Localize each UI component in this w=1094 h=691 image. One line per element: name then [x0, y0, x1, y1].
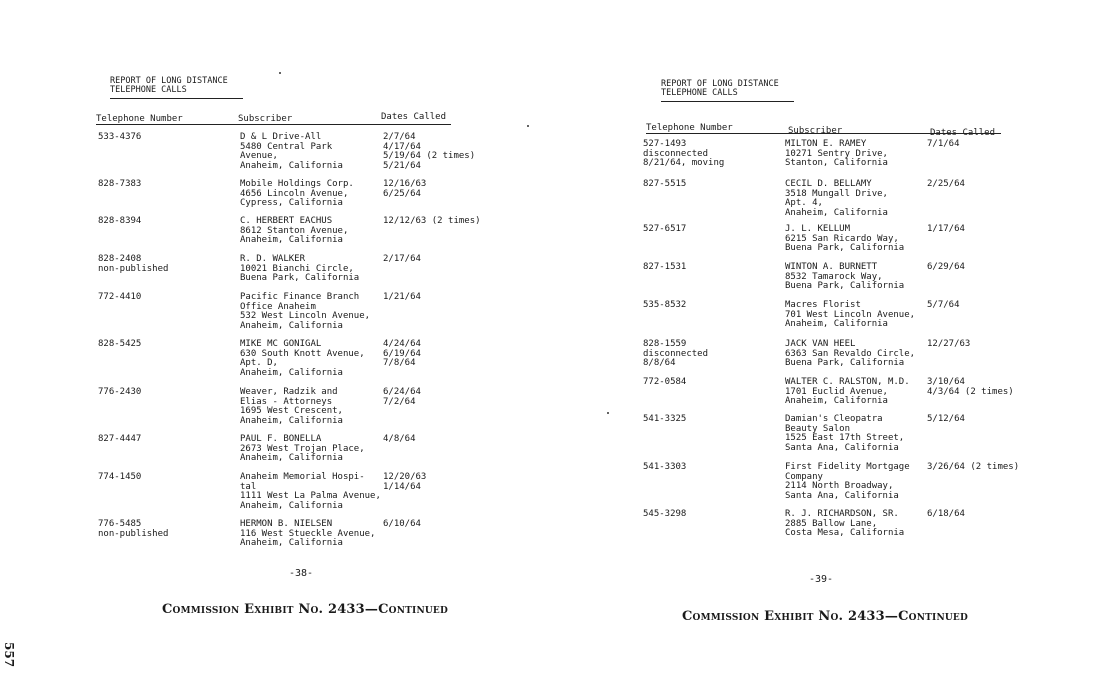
- speck: [607, 412, 609, 414]
- subscriber-line: Mobile Holdings Corp.: [240, 179, 354, 189]
- report-title-line: TELEPHONE CALLS: [661, 88, 738, 98]
- dates-called-line: 5/19/64 (2 times): [383, 151, 476, 162]
- telephone-number: [643, 463, 686, 473]
- subscriber: [240, 340, 365, 378]
- telephone-number-line: 774-1450: [98, 472, 142, 482]
- report-title: [110, 77, 228, 95]
- telephone-number-line: 527-1493: [643, 139, 687, 149]
- subscriber-line: 630 South Knott Avenue,: [240, 348, 365, 359]
- header-telephone-number: Telephone Number: [646, 123, 733, 133]
- dates-called-line: 1/14/64: [383, 481, 421, 492]
- subscriber-line: 1695 West Crescent,: [240, 406, 343, 417]
- report-title-line: TELEPHONE CALLS: [110, 85, 187, 95]
- subscriber-line: Anaheim, California: [240, 500, 343, 511]
- subscriber-line: MIKE MC GONIGAL: [240, 339, 322, 349]
- subscriber-line: Anaheim, California: [240, 538, 343, 549]
- telephone-number-line: 8/8/64: [643, 358, 676, 369]
- subscriber: [240, 388, 343, 426]
- dates-called-line: 12/27/63: [927, 339, 971, 349]
- subscriber-line: J. L. KELLUM: [785, 224, 851, 234]
- subscriber-line: Anaheim Memorial Hospi-: [240, 472, 365, 482]
- subscriber-line: Costa Mesa, California: [785, 528, 905, 539]
- dates-called: [927, 140, 960, 150]
- telephone-number-line: 545-3298: [643, 509, 687, 519]
- subscriber-line: 3518 Mungall Drive,: [785, 188, 888, 199]
- header-dates-called: Dates Called: [930, 128, 996, 138]
- subscriber-line: 2673 West Trojan Place,: [240, 443, 365, 454]
- subscriber-line: 1701 Euclid Avenue,: [785, 386, 888, 397]
- dates-called-line: 7/8/64: [383, 358, 416, 369]
- telephone-number-line: 541-3325: [643, 414, 687, 424]
- telephone-number-line: disconnected: [643, 148, 709, 159]
- telephone-number-line: non-published: [98, 263, 169, 274]
- header-subscriber: Subscriber: [788, 126, 843, 136]
- subscriber: [240, 180, 354, 209]
- subscriber-line: 10021 Bianchi Circle,: [240, 263, 354, 274]
- subscriber: [785, 463, 910, 501]
- subscriber-line: Anaheim, California: [240, 453, 343, 464]
- subscriber-line: Apt. D,: [240, 358, 278, 369]
- subscriber-line: 1525 East 17th Street,: [785, 433, 905, 444]
- dates-called: [927, 463, 1019, 473]
- telephone-number: [98, 473, 141, 483]
- subscriber-line: 532 West Lincoln Avenue,: [240, 311, 371, 322]
- telephone-number-line: 772-0584: [643, 377, 687, 387]
- dates-called-line: 4/8/64: [383, 434, 416, 444]
- subscriber-line: Buena Park, California: [785, 281, 905, 292]
- dates-called-line: 2/25/64: [927, 179, 965, 189]
- subscriber-line: Pacific Finance Branch: [240, 292, 360, 302]
- subscriber-line: D & L Drive-All: [240, 132, 322, 142]
- telephone-number-line: 827-4447: [98, 434, 142, 444]
- dates-called: [383, 180, 426, 199]
- subscriber-line: JACK VAN HEEL: [785, 339, 856, 349]
- subscriber-line: 8612 Stanton Avenue,: [240, 225, 349, 236]
- subscriber-line: Anaheim, California: [240, 320, 343, 331]
- subscriber-line: Damian's Cleopatra: [785, 414, 883, 424]
- telephone-number: [643, 378, 686, 388]
- subscriber-line: Anaheim, California: [785, 396, 888, 407]
- subscriber-line: WALTER C. RALSTON, M.D.: [785, 377, 910, 387]
- header-rule: [96, 124, 451, 125]
- telephone-number: [98, 520, 168, 539]
- speck: [527, 125, 529, 127]
- subscriber: [240, 217, 348, 246]
- dates-called: [927, 415, 965, 425]
- page-number: -39-: [809, 574, 834, 585]
- volume-page-number: 557: [2, 642, 16, 668]
- subscriber-line: tal: [240, 481, 257, 492]
- dates-called-line: 6/24/64: [383, 387, 421, 397]
- telephone-number: [643, 340, 708, 369]
- subscriber: [240, 293, 370, 331]
- report-title-rule: [110, 98, 243, 99]
- subscriber-line: Macres Florist: [785, 300, 861, 310]
- telephone-number-line: 533-4376: [98, 132, 142, 142]
- subscriber-line: 5480 Central Park: [240, 141, 333, 152]
- dates-called: [383, 293, 421, 303]
- dates-called-line: 5/12/64: [927, 414, 965, 424]
- subscriber-line: 6363 San Revaldo Circle,: [785, 348, 916, 359]
- subscriber: [785, 415, 904, 453]
- subscriber-line: R. J. RICHARDSON, SR.: [785, 509, 899, 519]
- subscriber: [785, 340, 915, 369]
- dates-called-line: 5/21/64: [383, 160, 421, 171]
- telephone-number-line: 828-8394: [98, 216, 142, 226]
- exhibit-caption-text: Commission Exhibit No. 2433—Continued: [682, 609, 968, 624]
- telephone-number-line: 828-2408: [98, 254, 142, 264]
- dates-called: [383, 435, 416, 445]
- dates-called: [383, 255, 421, 265]
- subscriber-line: WINTON A. BURNETT: [785, 262, 878, 272]
- telephone-number: [643, 140, 724, 169]
- subscriber-line: Anaheim, California: [240, 235, 343, 246]
- subscriber-line: PAUL F. BONELLA: [240, 434, 322, 444]
- telephone-number: [643, 225, 686, 235]
- subscriber-line: Company: [785, 471, 823, 482]
- dates-called-line: 2/17/64: [383, 254, 421, 264]
- telephone-number: [98, 133, 141, 143]
- exhibit-caption: [162, 602, 448, 617]
- subscriber-line: Buena Park, California: [240, 273, 360, 284]
- subscriber-line: Buena Park, California: [785, 358, 905, 369]
- dates-called-line: 4/3/64 (2 times): [927, 386, 1014, 397]
- telephone-number-line: 828-1559: [643, 339, 687, 349]
- telephone-number-line: 527-6517: [643, 224, 687, 234]
- subscriber: [240, 520, 375, 549]
- telephone-number-line: non-published: [98, 528, 169, 539]
- dates-called-line: 7/2/64: [383, 396, 416, 407]
- header-telephone-number: Telephone Number: [96, 114, 183, 124]
- subscriber-line: Santa Ana, California: [785, 490, 899, 501]
- dates-called: [927, 263, 965, 273]
- dates-called-line: 12/20/63: [383, 472, 427, 482]
- subscriber-line: Stanton, California: [785, 158, 888, 169]
- subscriber-line: Cypress, California: [240, 198, 343, 209]
- dates-called-line: 6/10/64: [383, 519, 421, 529]
- report-title: [661, 80, 779, 98]
- subscriber: [240, 473, 381, 511]
- telephone-number: [98, 435, 141, 445]
- subscriber-line: Elias - Attorneys: [240, 396, 333, 407]
- dates-called: [383, 388, 421, 407]
- subscriber-line: Beauty Salon: [785, 423, 851, 434]
- subscriber: [240, 255, 359, 284]
- subscriber: [785, 225, 904, 254]
- report-title-line: REPORT OF LONG DISTANCE: [661, 79, 779, 89]
- dates-called: [383, 133, 475, 171]
- subscriber-line: Anaheim, California: [785, 319, 888, 330]
- subscriber-line: CECIL D. BELLAMY: [785, 179, 872, 189]
- subscriber-line: HERMON B. NIELSEN: [240, 519, 333, 529]
- subscriber-line: Anaheim, California: [785, 207, 888, 218]
- subscriber-line: C. HERBERT EACHUS: [240, 216, 333, 226]
- dates-called-line: 5/7/64: [927, 300, 960, 310]
- header-dates-called: Dates Called: [381, 112, 447, 122]
- subscriber-line: 4656 Lincoln Avenue,: [240, 188, 349, 199]
- dates-called-line: 12/16/63: [383, 179, 427, 189]
- subscriber-line: Apt. 4,: [785, 198, 823, 209]
- telephone-number-line: disconnected: [643, 348, 709, 359]
- dates-called-line: 1/17/64: [927, 224, 965, 234]
- telephone-number-line: 535-8532: [643, 300, 687, 310]
- subscriber: [240, 133, 343, 171]
- dates-called-line: 1/21/64: [383, 292, 421, 302]
- dates-called: [383, 340, 421, 369]
- page-number: -38-: [289, 568, 314, 579]
- telephone-number: [98, 217, 141, 227]
- dates-called: [927, 225, 965, 235]
- telephone-number-line: 772-4410: [98, 292, 142, 302]
- exhibit-caption-text: Commission Exhibit No. 2433—Continued: [162, 602, 448, 617]
- dates-called-line: 6/25/64: [383, 188, 421, 199]
- subscriber-line: Weaver, Radzik and: [240, 387, 338, 397]
- dates-called: [383, 520, 421, 530]
- header-subscriber: Subscriber: [238, 114, 293, 124]
- subscriber: [785, 263, 904, 292]
- subscriber-line: Santa Ana, California: [785, 442, 899, 453]
- report-title-rule: [661, 101, 794, 102]
- subscriber-line: Avenue,: [240, 151, 278, 162]
- dates-called: [927, 180, 965, 190]
- subscriber: [785, 378, 910, 407]
- header-rule: [646, 133, 1001, 134]
- subscriber: [785, 180, 888, 218]
- exhibit-caption: [682, 609, 968, 624]
- telephone-number: [98, 340, 141, 350]
- telephone-number: [643, 301, 686, 311]
- subscriber: [785, 510, 904, 539]
- telephone-number-line: 828-5425: [98, 339, 142, 349]
- telephone-number-line: 8/21/64, moving: [643, 158, 725, 169]
- telephone-number: [643, 180, 686, 190]
- subscriber: [785, 140, 888, 169]
- dates-called-line: 2/7/64: [383, 132, 416, 142]
- telephone-number: [98, 293, 141, 303]
- subscriber-line: Buena Park, California: [785, 243, 905, 254]
- subscriber-line: Anaheim, California: [240, 415, 343, 426]
- dates-called-line: 4/17/64: [383, 141, 421, 152]
- telephone-number: [98, 180, 141, 190]
- dates-called-line: 7/1/64: [927, 139, 960, 149]
- telephone-number-line: 776-2430: [98, 387, 142, 397]
- telephone-number-line: 827-1531: [643, 262, 687, 272]
- telephone-number-line: 776-5485: [98, 519, 142, 529]
- dates-called: [383, 217, 481, 227]
- dates-called: [383, 473, 426, 492]
- subscriber-line: MILTON E. RAMEY: [785, 139, 867, 149]
- subscriber-line: First Fidelity Mortgage: [785, 462, 910, 472]
- subscriber-line: 701 West Lincoln Avenue,: [785, 309, 916, 320]
- subscriber: [240, 435, 365, 464]
- dates-called: [927, 301, 960, 311]
- telephone-number: [643, 510, 686, 520]
- telephone-number-line: 541-3303: [643, 462, 687, 472]
- subscriber-line: R. D. WALKER: [240, 254, 306, 264]
- subscriber-line: 2114 North Broadway,: [785, 481, 894, 492]
- right-page: [547, 0, 1094, 691]
- telephone-number: [643, 415, 686, 425]
- subscriber-line: Office Anaheim: [240, 301, 316, 312]
- telephone-number: [643, 263, 686, 273]
- subscriber-line: 2885 Ballow Lane,: [785, 518, 878, 529]
- dates-called: [927, 340, 970, 350]
- telephone-number-line: 827-5515: [643, 179, 687, 189]
- dates-called: [927, 378, 1014, 397]
- telephone-number-line: 828-7383: [98, 179, 142, 189]
- subscriber-line: 6215 San Ricardo Way,: [785, 233, 899, 244]
- subscriber-line: 10271 Sentry Drive,: [785, 148, 888, 159]
- report-title-line: REPORT OF LONG DISTANCE: [110, 76, 228, 86]
- dates-called-line: 6/29/64: [927, 262, 965, 272]
- speck: [279, 72, 281, 74]
- dates-called-line: 12/12/63 (2 times): [383, 216, 481, 226]
- subscriber-line: 8532 Tamarock Way,: [785, 271, 883, 282]
- telephone-number: [98, 255, 168, 274]
- telephone-number: [98, 388, 141, 398]
- dates-called-line: 3/10/64: [927, 377, 965, 387]
- dates-called-line: 6/18/64: [927, 509, 965, 519]
- dates-called-line: 6/19/64: [383, 348, 421, 359]
- subscriber: [785, 301, 915, 330]
- subscriber-line: Anaheim, California: [240, 367, 343, 378]
- subscriber-line: 116 West Stueckle Avenue,: [240, 528, 376, 539]
- dates-called-line: 3/26/64 (2 times): [927, 462, 1020, 472]
- dates-called-line: 4/24/64: [383, 339, 421, 349]
- subscriber-line: Anaheim, California: [240, 160, 343, 171]
- subscriber-line: 1111 West La Palma Avenue,: [240, 491, 381, 502]
- dates-called: [927, 510, 965, 520]
